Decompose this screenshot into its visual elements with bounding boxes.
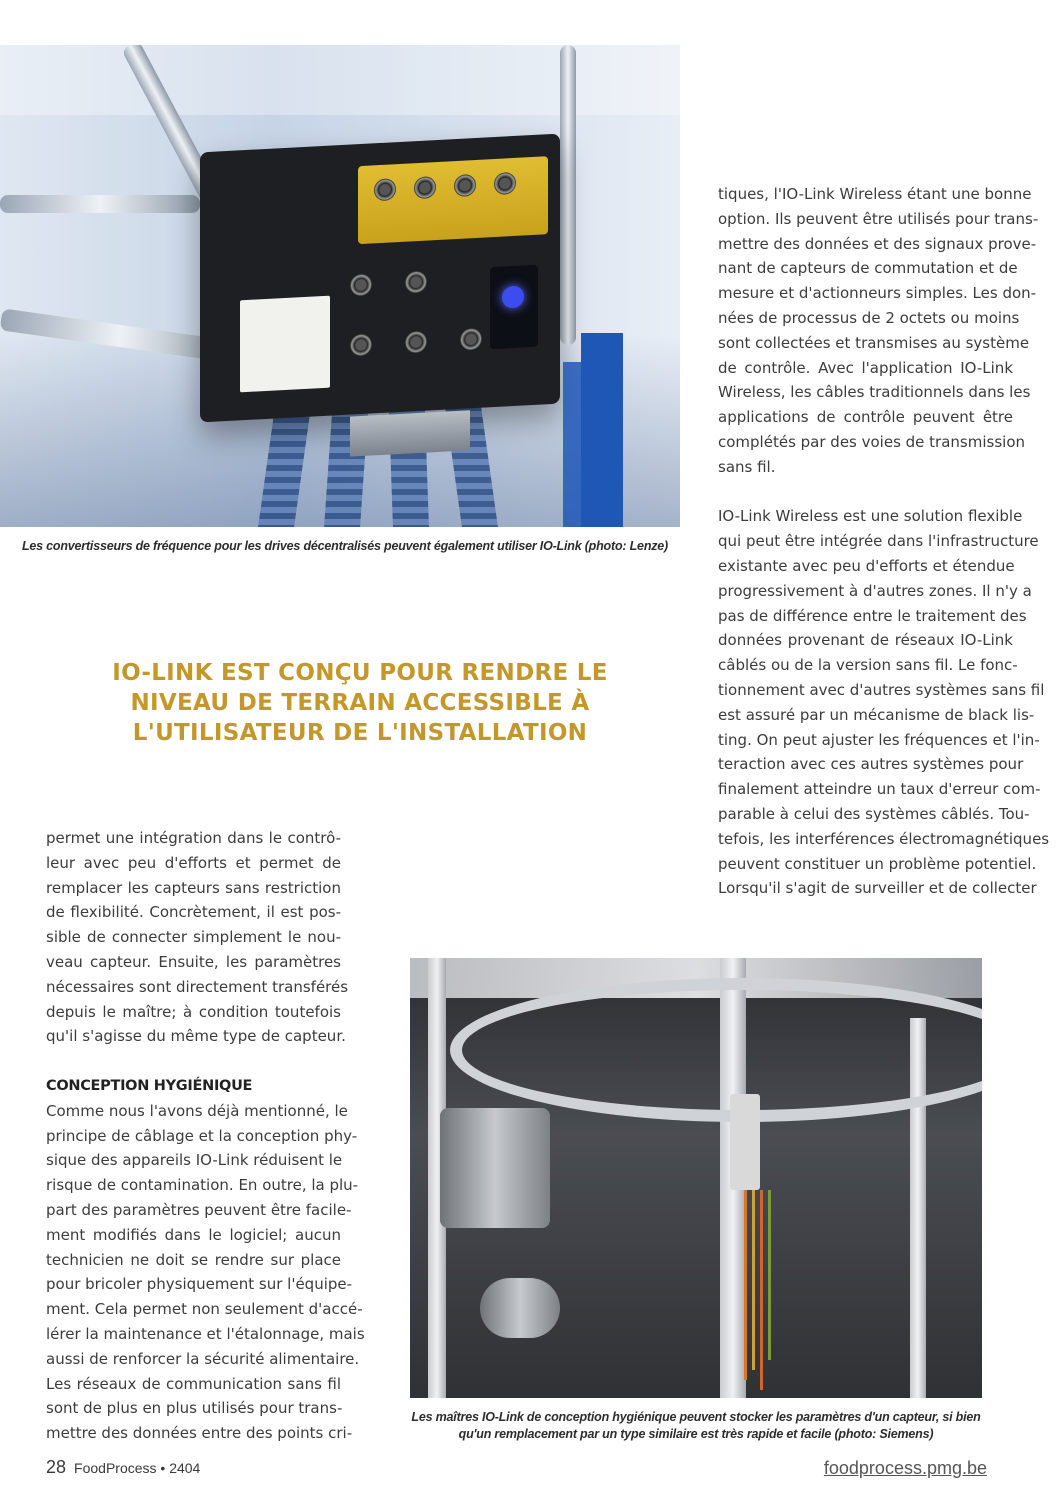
pull-quote <box>60 658 660 748</box>
text-line: peuvent constituer un problème potentiel. <box>718 854 1037 873</box>
caption-line: qu'un remplacement par un type similaire est très rapide et facile (photo: Siemens) <box>458 1427 934 1441</box>
device-port <box>414 176 436 199</box>
paragraph-gap <box>718 480 1013 505</box>
text-line: nécessaires sont directement transférés <box>46 977 349 996</box>
right-column <box>718 182 1050 901</box>
figure2-caption <box>410 1409 982 1443</box>
text-line: remplacer les capteurs sans restriction <box>46 878 341 897</box>
paragraph-gap <box>46 1049 341 1074</box>
text-line: veau capteur. Ensuite, les paramètres <box>46 952 341 971</box>
text-line: lérer la maintenance et l'étalonnage, mais <box>46 1324 365 1343</box>
text-line: leur avec peu d'efforts et permet de <box>46 853 341 872</box>
text-line: Lorsqu'il s'agit de surveiller et de collecter <box>718 879 1037 898</box>
text-line: mettre des données entre des points cri- <box>46 1424 353 1443</box>
text-line: sible de connecter simplement le nou- <box>46 928 341 947</box>
text-line: mesure et d'actionneurs simples. Les don- <box>718 284 1037 303</box>
text-line: applications de contrôle peuvent être <box>718 408 1013 427</box>
text-line: existante avec peu d'efforts et étendue <box>718 556 1015 575</box>
mounting-bracket <box>350 410 470 456</box>
text-line: qu'il s'agisse du même type de capteur. <box>46 1027 346 1046</box>
text-line: mettre des données et des signaux prove- <box>718 234 1037 253</box>
text-line: tefois, les interférences électromagnétiques <box>718 829 1050 848</box>
text-line: Comme nous l'avons déjà mentionné, le <box>46 1101 348 1120</box>
text-line: progressivement à d'autres zones. Il n'y a <box>718 581 1032 600</box>
device-port <box>454 174 476 197</box>
device-port <box>350 333 372 356</box>
publication-issue: FoodProcess • 2404 <box>74 1460 201 1476</box>
figure2-photo <box>410 958 982 1398</box>
text-line: part des paramètres peuvent être facile- <box>46 1200 352 1219</box>
horizontal-pipe <box>0 195 200 213</box>
cable <box>768 1190 771 1360</box>
text-line: nant de capteurs de commutation et de <box>718 259 1018 278</box>
text-line: nées de processus de 2 octets ou moins <box>718 308 1020 327</box>
text-line: de contrôle. Avec l'application IO-Link <box>718 358 1013 377</box>
cable <box>752 1190 755 1370</box>
text-line: aussi de renforcer la sécurité alimentaire. <box>46 1349 360 1368</box>
cable <box>744 1190 747 1380</box>
text-line: sans fil. <box>718 457 776 476</box>
footer-left <box>46 1457 200 1478</box>
device-port <box>350 273 372 296</box>
device-port <box>460 328 482 351</box>
status-led-icon <box>502 285 524 308</box>
decorative-blue-bar <box>581 333 623 527</box>
curved-pipe <box>450 978 982 1122</box>
text-line: teraction avec ces autres systèmes pour <box>718 755 1024 774</box>
text-line: IO-Link Wireless est une solution flexible <box>718 507 1023 526</box>
frequency-converter-device <box>200 134 560 423</box>
figure1-caption: Les convertisseurs de fréquence pour les drives décentralisés peuvent également utiliser IO-Link (photo: Lenze) <box>21 539 669 553</box>
decorative-blue-bar <box>563 362 585 527</box>
pull-quote-line: IO-LINK EST CONÇU POUR RENDRE LE <box>112 660 608 686</box>
text-line: qui peut être intégrée dans l'infrastructure <box>718 532 1039 551</box>
pull-quote-line: L'UTILISATEUR DE L'INSTALLATION <box>132 720 588 746</box>
io-link-master-icon <box>730 1094 760 1190</box>
text-line: principe de câblage et la conception phy- <box>46 1126 358 1145</box>
text-line: sont collectées et transmises au système <box>718 333 1030 352</box>
text-line: permet une intégration dans le contrô- <box>46 829 341 847</box>
text-line: parable à celui des systèmes câblés. Tou- <box>718 804 1030 823</box>
device-port <box>405 331 427 354</box>
device-status-panel <box>490 265 538 350</box>
text-line: câblés ou de la version sans fil. Le fonc- <box>718 656 1018 675</box>
valve-cylinder <box>480 1278 560 1338</box>
text-line: Wireless, les câbles traditionnels dans les <box>718 383 1031 402</box>
text-line: de flexibilité. Concrètement, il est pos- <box>46 903 341 922</box>
right-pipe <box>560 45 576 345</box>
device-port <box>374 178 396 201</box>
text-line: ting. On peut ajuster les fréquences et l'in- <box>718 730 1040 749</box>
text-line: ment modifiés dans le logiciel; aucun <box>46 1225 341 1244</box>
ceiling-frame <box>0 45 680 115</box>
device-yellow-panel <box>358 156 548 244</box>
text-line: sont de plus en plus utilisés pour trans- <box>46 1399 343 1418</box>
device-port <box>494 172 516 195</box>
text-line: est assuré par un mécanisme de black lis- <box>718 705 1035 724</box>
left-column <box>46 826 365 1446</box>
text-line: finalement atteindre un taux d'erreur com- <box>718 780 1041 799</box>
text-line: technicien ne doit se rendre sur place <box>46 1250 341 1269</box>
section-heading: CONCEPTION HYGIÉNIQUE <box>46 1077 253 1094</box>
text-line: données provenant de réseaux IO-Link <box>718 631 1013 650</box>
text-line: depuis le maître; à condition toutefois <box>46 1002 341 1021</box>
text-line: Les réseaux de communication sans fil <box>46 1374 341 1393</box>
website-link[interactable]: foodprocess.pmg.be <box>823 1458 987 1478</box>
device-warning-label <box>240 296 330 393</box>
text-line: ment. Cela permet non seulement d'accé- <box>46 1300 363 1319</box>
text-line: pas de différence entre le traitement des <box>718 606 1027 625</box>
text-line: complétés par des voies de transmission <box>718 432 1026 451</box>
text-line: tiques, l'IO-Link Wireless étant une bonne <box>718 185 1032 203</box>
text-line: sique des appareils IO-Link réduisent le <box>46 1151 343 1170</box>
page-number: 28 <box>46 1457 67 1477</box>
text-line: option. Ils peuvent être utilisés pour trans- <box>718 209 1039 228</box>
caption-line: Les maîtres IO-Link de conception hygiénique peuvent stocker les paramètres d'un capteur, si bien <box>411 1410 981 1424</box>
text-line: tionnement avec d'autres systèmes sans fil <box>718 680 1045 699</box>
pull-quote-line: NIVEAU DE TERRAIN ACCESSIBLE À <box>130 690 590 716</box>
hopper-cylinder <box>440 1108 550 1228</box>
device-port <box>405 271 427 294</box>
text-line: pour bricoler physiquement sur l'équipe- <box>46 1275 353 1294</box>
cable <box>760 1190 763 1390</box>
text-line: risque de contamination. En outre, la plu- <box>46 1176 359 1195</box>
